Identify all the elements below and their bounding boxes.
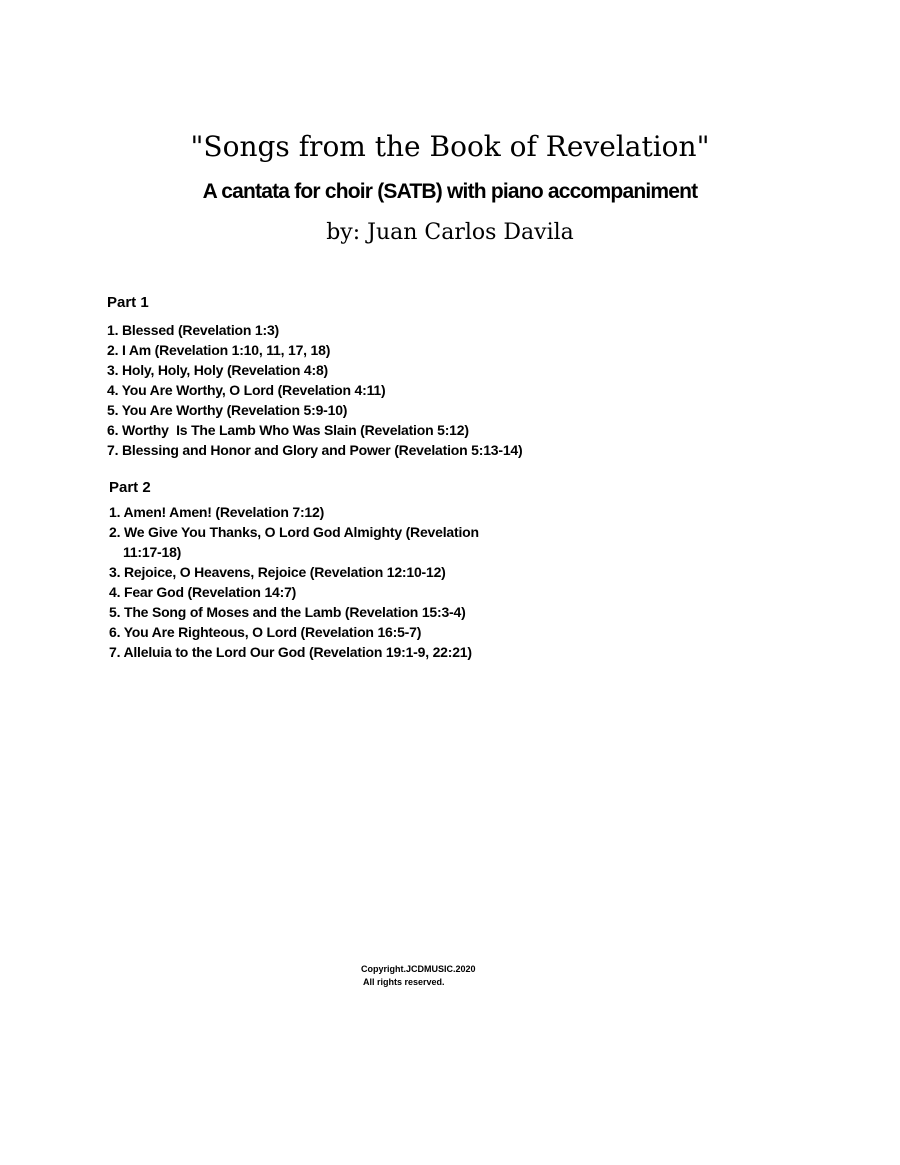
part-2-heading: Part 2: [109, 479, 151, 496]
list-item: 2. I Am (Revelation 1:10, 11, 17, 18): [107, 342, 331, 358]
composer-byline: by: Juan Carlos Davila: [326, 220, 574, 245]
part-1-heading: Part 1: [107, 294, 149, 311]
rights-line: All rights reserved.: [363, 977, 445, 987]
list-item: 6. You Are Righteous, O Lord (Revelation 16:5-7): [109, 624, 422, 640]
list-item: 5. You Are Worthy (Revelation 5:9-10): [107, 402, 348, 418]
list-item: 7. Blessing and Honor and Glory and Power (Revelation 5:13-14): [107, 442, 523, 458]
list-item: 3. Rejoice, O Heavens, Rejoice (Revelation 12:10-12): [109, 564, 446, 580]
list-item: 1. Amen! Amen! (Revelation 7:12): [109, 504, 325, 520]
copyright-line: Copyright.JCDMUSIC.2020: [361, 964, 476, 974]
part-2-song-list: [109, 502, 499, 662]
list-item: 6. Worthy Is The Lamb Who Was Slain (Revelation 5:12): [107, 422, 469, 438]
copyright-notice: [361, 963, 476, 989]
list-item: 7. Alleluia to the Lord Our God (Revelation 19:1-9, 22:21): [109, 644, 472, 660]
list-item: 1. Blessed (Revelation 1:3): [107, 322, 279, 338]
document-subtitle: A cantata for choir (SATB) with piano accompaniment: [202, 180, 698, 203]
part-1-song-list: [107, 320, 522, 460]
list-item: 2. We Give You Thanks, O Lord God Almighty (Revelation 11:17-18): [109, 524, 483, 560]
document-title: "Songs from the Book of Revelation": [190, 130, 710, 163]
list-item: 5. The Song of Moses and the Lamb (Revelation 15:3-4): [109, 604, 466, 620]
list-item: 4. You Are Worthy, O Lord (Revelation 4:11): [107, 382, 386, 398]
list-item: 4. Fear God (Revelation 14:7): [109, 584, 297, 600]
list-item: 3. Holy, Holy, Holy (Revelation 4:8): [107, 362, 328, 378]
